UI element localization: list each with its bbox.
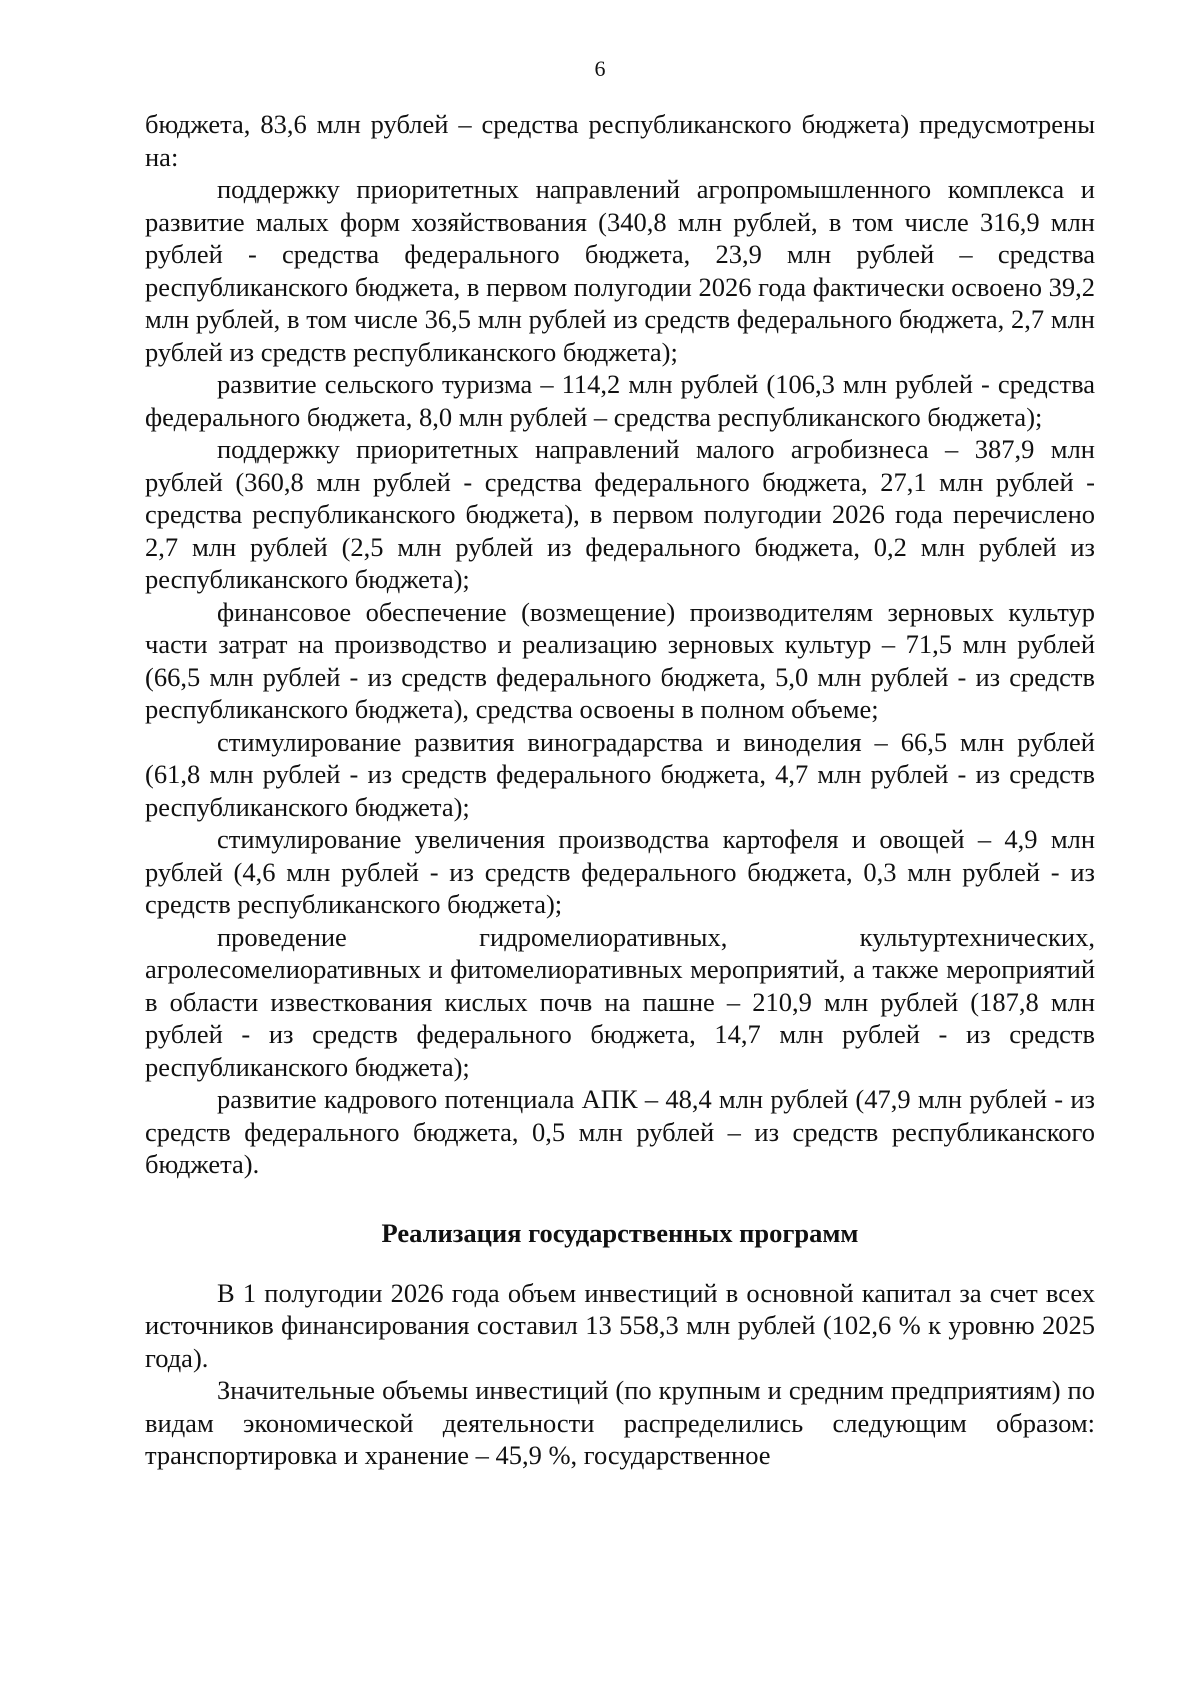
paragraph-investments: В 1 полугодии 2026 года объем инвестиций в основной капитал за счет всех источников финансирования составил 13 558,3 млн рублей (102,6 % к уровню 2025 года). [145, 1277, 1095, 1373]
paragraph-potatoes-vegetables: стимулирование увеличения производства картофеля и овощей – 4,9 млн рублей (4,6 млн рублей - из средств федерального бюджета, 0,3 млн рублей - из средств республиканского бюджета); [145, 824, 1095, 919]
paragraph-agro-priority: поддержку приоритетных направлений агропромышленного комплекса и развитие малых форм хозяйствования (340,8 млн рублей, в том числе 316,9 млн рублей - средства федерального бюджета, 23,9 млн рублей – средства республиканского бюджета, в первом полугодии 2026 года фактически освоено 39,2 млн рублей, в том числе 36,5 млн рублей из средств федерального бюджета, 2,7 млн рублей из средств республиканского бюджета); [145, 174, 1095, 367]
page-number: 6 [594, 56, 606, 81]
paragraph-melioration: проведение гидромелиоративных, культуртехнических, агролесомелиоративных и фитомелиоративных мероприятий, а также мероприятий в области известкования кислых почв на пашне – 210,9 млн рублей (187,8 млн рублей - из средств федерального бюджета, 14,7 млн рублей - из средств республиканского бюджета); [145, 921, 1095, 1082]
section-heading: Реализация государственных программ [381, 1217, 859, 1248]
paragraph-continuation: бюджета, 83,6 млн рублей – средства республиканского бюджета) предусмотрены на: [145, 109, 1095, 172]
document-body [145, 108, 1095, 1472]
paragraph-small-agrobusiness: поддержку приоритетных направлений малого агробизнеса – 387,9 млн рублей (360,8 млн рублей - средства федерального бюджета, 27,1 млн рублей - средства республиканского бюджета), в первом полугодии 2026 года перечислено 2,7 млн рублей (2,5 млн рублей из федерального бюджета, 0,2 млн рублей из республиканского бюджета); [145, 434, 1095, 594]
paragraph-viticulture: стимулирование развития виноградарства и виноделия – 66,5 млн рублей (61,8 млн рублей - из средств федерального бюджета, 4,7 млн рублей - из средств республиканского бюджета); [145, 726, 1095, 822]
paragraph-rural-tourism: развитие сельского туризма – 114,2 млн рублей (106,3 млн рублей - средства федерального бюджета, 8,0 млн рублей – средства республиканского бюджета); [145, 369, 1095, 432]
paragraph-grain-producers: финансовое обеспечение (возмещение) производителям зерновых культур части затрат на производство и реализацию зерновых культур – 71,5 млн рублей (66,5 млн рублей - из средств федерального бюджета, 5,0 млн рублей - из средств республиканского бюджета), средства освоены в полном объеме; [145, 596, 1095, 724]
paragraph-personnel: развитие кадрового потенциала АПК – 48,4 млн рублей (47,9 млн рублей - из средств федерального бюджета, 0,5 млн рублей – из средств республиканского бюджета). [145, 1084, 1095, 1179]
paragraph-investment-distribution: Значительные объемы инвестиций (по крупным и средним предприятиям) по видам экономической деятельности распределились следующим образом: транспортировка и хранение – 45,9 %, государственное [145, 1375, 1095, 1470]
